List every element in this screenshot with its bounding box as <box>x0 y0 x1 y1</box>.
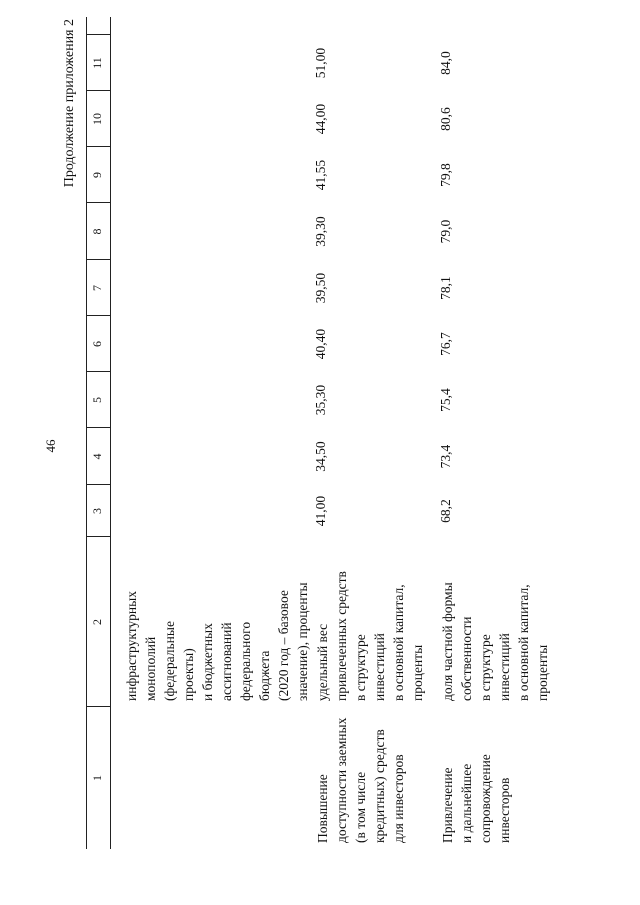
column-header: 11 <box>90 57 104 69</box>
value-cell: 76,7 <box>438 332 453 356</box>
value-cell: 78,1 <box>438 276 453 300</box>
measure-cell: Привлечение и дальнейшее сопровождение инвесторов <box>440 754 512 843</box>
continuation-title: Продолжение приложения 2 <box>62 19 77 188</box>
value-cell: 80,6 <box>438 107 453 131</box>
column-header: 1 <box>90 775 104 781</box>
value-cell: 41,55 <box>313 159 328 191</box>
value-cell: 75,4 <box>438 388 453 412</box>
column-header: 2 <box>90 619 104 625</box>
column-header: 5 <box>90 397 104 403</box>
column-header: 7 <box>90 285 104 291</box>
indicator-cell: инфраструктурных монополий (федеральные проекты) и бюджетных ассигнований федерального бюджета (2020 год – базовое значение), проценты <box>124 582 310 701</box>
column-header: 4 <box>90 453 104 460</box>
value-cell: 68,2 <box>438 499 453 523</box>
value-cell: 84,0 <box>438 51 453 75</box>
column-header: 9 <box>90 172 104 178</box>
value-cell: 40,40 <box>313 328 328 360</box>
value-cell: 35,30 <box>313 384 328 416</box>
indicator-cell: доля частной формы собственности в структуре инвестиций в основной капитал, проценты <box>440 582 550 701</box>
value-cell: 39,30 <box>313 216 328 247</box>
value-cell: 79,0 <box>438 219 453 244</box>
table-top-border <box>86 17 87 849</box>
value-cell: 79,8 <box>438 163 453 187</box>
table-header-border <box>110 17 111 849</box>
value-cell: 44,00 <box>313 103 328 135</box>
measure-cell: Повышение доступности заемных (в том числе кредитных) средств для инвесторов <box>315 717 406 843</box>
indicator-cell: удельный вес привлеченных средств в структуре инвестиций в основной капитал, проценты <box>315 571 425 701</box>
value-cell: 51,00 <box>313 47 328 79</box>
column-header: 3 <box>90 508 104 514</box>
value-cell: 34,50 <box>313 441 328 472</box>
value-cell: 73,4 <box>438 444 453 469</box>
column-header: 10 <box>90 113 104 125</box>
column-header: 6 <box>90 341 104 347</box>
column-header: 8 <box>90 228 104 235</box>
value-cell: 41,00 <box>313 495 328 527</box>
value-cell: 39,50 <box>313 272 328 304</box>
page-number: 46 <box>43 439 58 453</box>
